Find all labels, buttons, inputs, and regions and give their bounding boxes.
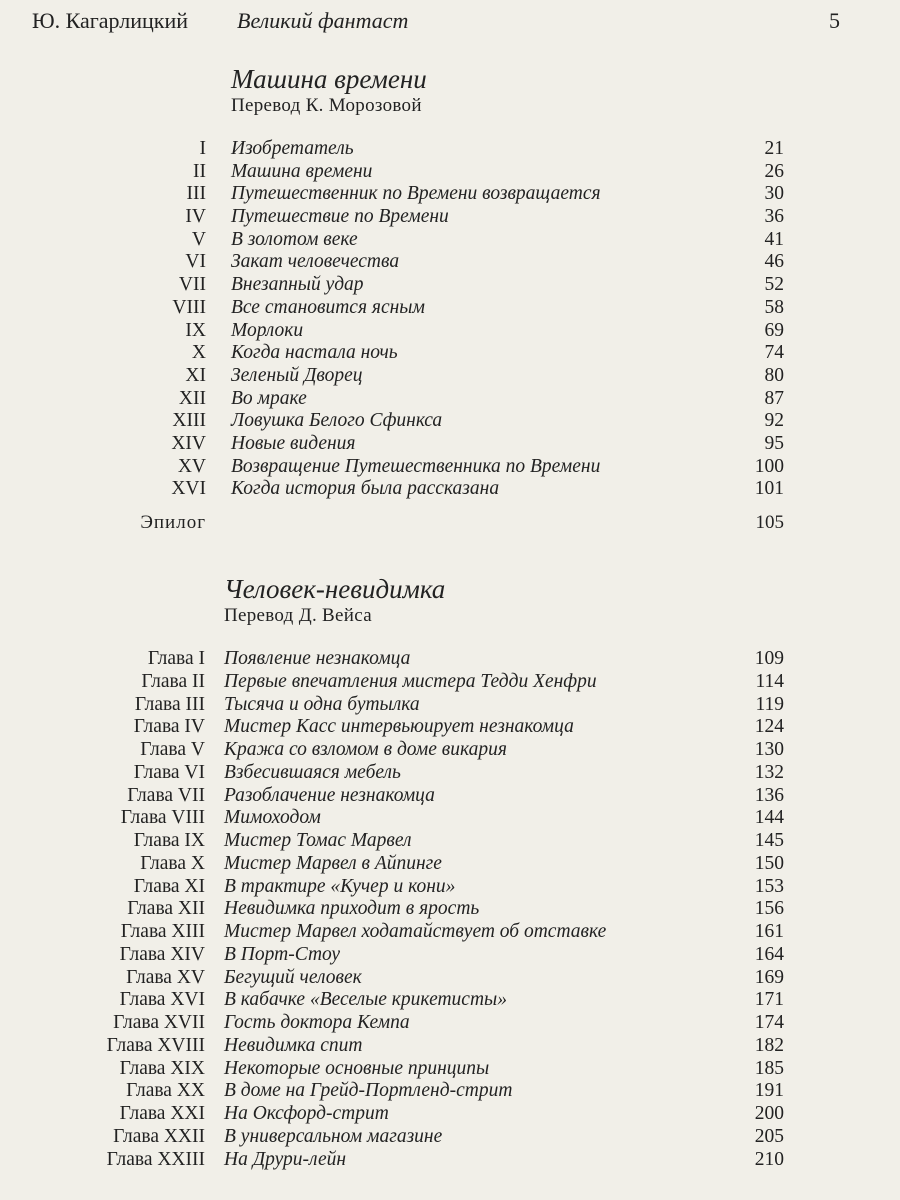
chapter-page: 132 [754, 761, 784, 783]
chapter-number: Глава XIII [120, 921, 205, 942]
header-title: Великий фантаст [237, 8, 409, 33]
chapter-number: V [191, 228, 206, 250]
chapter-title: Мистер Касс интервьюирует незнакомца [224, 716, 574, 738]
chapter-title: В Порт-Стоу [224, 943, 341, 965]
chapter-title: В доме на Грейд-Портленд-стрит [224, 1080, 513, 1102]
chapter-page: 161 [754, 921, 784, 942]
chapter-number: IV [185, 206, 206, 228]
chapter-number: Глава XIX [119, 1057, 205, 1079]
chapter-title: Все становится ясным [231, 296, 425, 318]
chapter-number: Глава XII [127, 898, 205, 920]
toc-row [0, 648, 900, 671]
chapter-page: 136 [754, 784, 784, 806]
chapter-page: 26 [764, 160, 784, 182]
chapter-number: XV [177, 455, 206, 477]
chapter-page: 52 [764, 274, 784, 296]
chapter-number: Глава XX [126, 1080, 205, 1102]
chapter-page: 191 [754, 1080, 784, 1102]
chapter-page: 130 [754, 739, 784, 760]
chapter-page: 30 [764, 183, 784, 205]
chapter-title: Мимоходом [224, 807, 321, 829]
chapter-title: Невидимка спит [224, 1034, 363, 1056]
chapter-page: 185 [754, 1057, 784, 1079]
toc-row [0, 433, 900, 456]
chapter-title: Появление незнакомца [224, 648, 411, 669]
chapter-page: 95 [764, 432, 784, 454]
chapter-title: Первые впечатления мистера Тедди Хенфри [224, 670, 597, 692]
chapter-number: XI [185, 364, 206, 386]
chapter-page: 144 [754, 807, 784, 829]
chapter-number: X [191, 342, 206, 364]
toc-row [0, 388, 900, 411]
toc-row [0, 229, 900, 252]
toc-row [0, 365, 900, 388]
chapter-title: Путешествие по Времени [231, 206, 449, 228]
chapter-title: Изобретатель [231, 138, 354, 159]
section2-toc [0, 648, 900, 1171]
chapter-page: 36 [764, 206, 784, 228]
chapter-page: 156 [754, 898, 784, 920]
chapter-number: Глава I [147, 648, 205, 669]
chapter-page: 114 [755, 670, 784, 692]
chapter-number: Глава VI [133, 761, 205, 783]
chapter-page: 109 [754, 648, 784, 669]
toc-row [0, 762, 900, 785]
epilog-label: Эпилог [140, 512, 206, 533]
chapter-number: VI [185, 251, 206, 273]
chapter-title: Морлоки [231, 319, 304, 341]
chapter-title: Когда настала ночь [231, 342, 398, 364]
chapter-page: 80 [764, 364, 784, 386]
chapter-page: 58 [764, 296, 784, 318]
toc-row [0, 410, 900, 433]
chapter-number: Глава IV [133, 716, 205, 738]
toc-row [0, 183, 900, 206]
chapter-title: Новые видения [231, 432, 356, 454]
chapter-number: Глава II [141, 670, 205, 692]
chapter-title: На Друри-лейн [224, 1148, 347, 1170]
toc-row [0, 785, 900, 808]
chapter-number: Глава XVIII [106, 1034, 205, 1056]
chapter-title: Когда история была рассказана [231, 478, 500, 500]
chapter-page: 164 [754, 943, 784, 965]
toc-row [0, 1012, 900, 1035]
section1-toc [0, 138, 900, 501]
chapter-number: XIV [171, 432, 206, 454]
chapter-title: Машина времени [231, 160, 373, 182]
chapter-title: Зеленый Дворец [231, 364, 363, 386]
toc-row [0, 671, 900, 694]
running-header [32, 8, 840, 36]
toc-row [0, 807, 900, 830]
toc-row [0, 251, 900, 274]
chapter-number: I [199, 138, 206, 159]
chapter-number: Глава V [140, 739, 205, 760]
chapter-page: 182 [754, 1034, 784, 1056]
chapter-title: Невидимка приходит в ярость [224, 898, 480, 920]
chapter-number: Глава VIII [120, 807, 205, 829]
chapter-number: VIII [172, 296, 206, 318]
chapter-number: Глава IX [133, 830, 205, 851]
chapter-title: Во мраке [231, 387, 307, 409]
chapter-page: 145 [754, 830, 784, 851]
chapter-page: 200 [754, 1103, 784, 1124]
chapter-number: VII [178, 274, 206, 296]
chapter-number: III [186, 183, 206, 205]
toc-row [0, 921, 900, 944]
chapter-title: Бегущий человек [224, 966, 362, 988]
chapter-page: 205 [754, 1125, 784, 1147]
chapter-page: 169 [754, 966, 784, 988]
chapter-number: Глава XI [133, 875, 205, 897]
toc-row [0, 297, 900, 320]
toc-row [0, 1080, 900, 1103]
chapter-title: Внезапный удар [231, 274, 364, 296]
chapter-title: Ловушка Белого Сфинкса [231, 410, 443, 432]
chapter-number: Глава XXI [119, 1103, 205, 1124]
chapter-page: 101 [754, 478, 784, 500]
section2-translator: Перевод Д. Вейса [224, 605, 372, 626]
toc-row [0, 206, 900, 229]
chapter-title: Мистер Марвел ходатайствует об отставке [224, 921, 607, 942]
chapter-page: 150 [754, 852, 784, 874]
toc-row [0, 342, 900, 365]
toc-row [0, 989, 900, 1012]
chapter-page: 92 [764, 410, 784, 432]
chapter-title: В универсальном магазине [224, 1125, 443, 1147]
chapter-page: 87 [764, 387, 784, 409]
epilog-row [0, 512, 900, 536]
chapter-title: В золотом веке [231, 228, 358, 250]
chapter-page: 124 [754, 716, 784, 738]
chapter-number: Глава XIV [119, 943, 205, 965]
toc-row [0, 830, 900, 853]
chapter-title: Путешественник по Времени возвращается [231, 183, 601, 205]
chapter-title: Взбесившаяся мебель [224, 761, 401, 783]
chapter-title: В кабачке «Веселые крикетисты» [224, 989, 507, 1011]
toc-row [0, 898, 900, 921]
chapter-number: IX [185, 319, 206, 341]
toc-row [0, 1149, 900, 1172]
toc-row [0, 274, 900, 297]
toc-row [0, 138, 900, 161]
chapter-page: 153 [754, 875, 784, 897]
toc-row [0, 716, 900, 739]
chapter-number: XIII [172, 410, 206, 432]
chapter-page: 41 [764, 228, 784, 250]
chapter-title: Мистер Томас Марвел [224, 830, 412, 851]
chapter-page: 210 [754, 1148, 784, 1170]
chapter-title: Мистер Марвел в Айпинге [224, 852, 442, 874]
chapter-title: Разоблачение незнакомца [224, 784, 435, 806]
chapter-title: Тысяча и одна бутылка [224, 693, 420, 715]
chapter-number: II [193, 160, 206, 182]
toc-row [0, 478, 900, 501]
chapter-title: Кража со взломом в доме викария [224, 739, 507, 760]
header-author: Ю. Кагарлицкий [32, 8, 189, 33]
section1-translator: Перевод К. Морозовой [231, 95, 422, 116]
chapter-page: 46 [764, 251, 784, 273]
epilog-page: 105 [755, 512, 784, 533]
toc-row [0, 739, 900, 762]
chapter-page: 74 [764, 342, 784, 364]
chapter-page: 171 [754, 989, 784, 1011]
chapter-number: Глава XVI [119, 989, 205, 1011]
chapter-number: XII [178, 387, 206, 409]
section1-title: Машина времени [231, 64, 427, 94]
toc-row [0, 1126, 900, 1149]
section2-title: Человек-невидимка [224, 574, 446, 604]
chapter-number: Глава VII [127, 784, 205, 806]
toc-row [0, 1035, 900, 1058]
toc-row [0, 853, 900, 876]
chapter-number: Глава XVII [113, 1012, 205, 1033]
toc-row [0, 944, 900, 967]
chapter-title: На Оксфорд-стрит [224, 1103, 389, 1124]
chapter-title: Возвращение Путешественника по Времени [231, 455, 601, 477]
chapter-number: Глава XV [126, 966, 205, 988]
chapter-title: Закат человечества [231, 251, 400, 273]
chapter-number: XVI [171, 478, 206, 500]
chapter-number: Глава III [134, 693, 205, 715]
chapter-page: 100 [754, 455, 784, 477]
chapter-number: Глава X [140, 852, 205, 874]
chapter-page: 174 [754, 1012, 784, 1033]
toc-row [0, 1103, 900, 1126]
chapter-title: Некоторые основные принципы [224, 1057, 490, 1079]
chapter-page: 21 [764, 138, 784, 159]
toc-row [0, 694, 900, 717]
chapter-title: В трактире «Кучер и кони» [224, 875, 456, 897]
chapter-page: 119 [755, 693, 784, 715]
chapter-page: 69 [764, 319, 784, 341]
toc-row [0, 161, 900, 184]
toc-row [0, 967, 900, 990]
toc-row [0, 876, 900, 899]
toc-row [0, 1058, 900, 1081]
chapter-title: Гость доктора Кемпа [224, 1012, 410, 1033]
chapter-number: Глава XXIII [106, 1148, 205, 1170]
toc-row [0, 320, 900, 343]
chapter-number: Глава XXII [113, 1125, 205, 1147]
header-page-number: 5 [829, 8, 840, 33]
toc-row [0, 456, 900, 479]
